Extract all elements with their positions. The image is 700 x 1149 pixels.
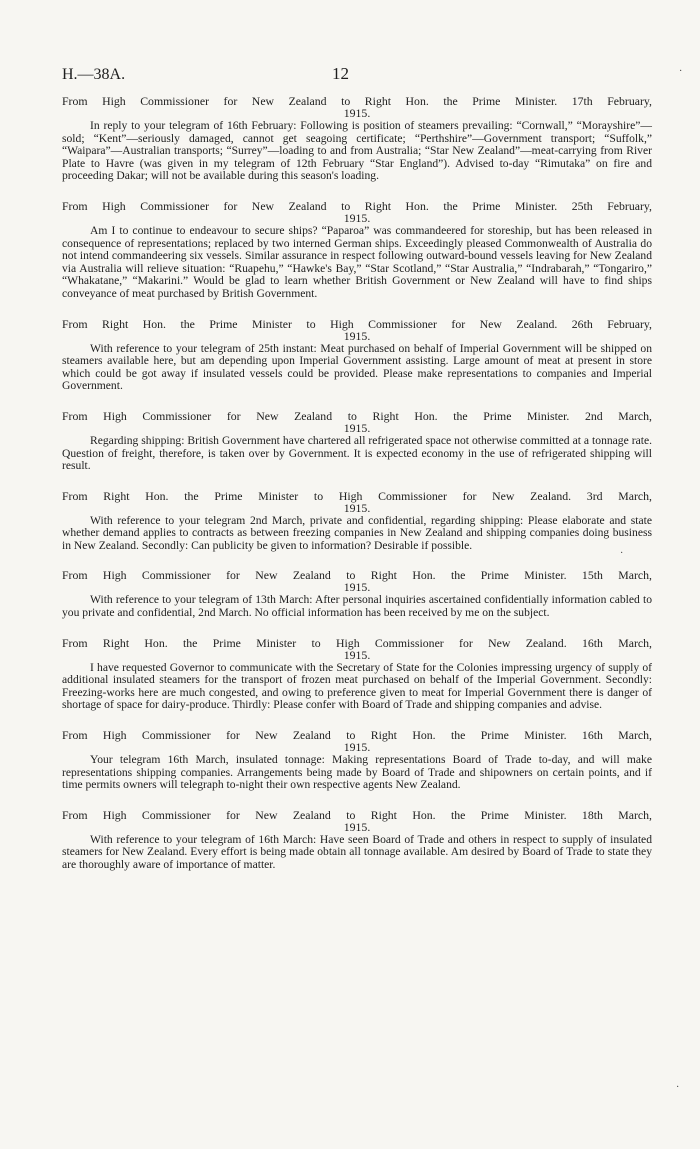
- telegram-entry: [62, 318, 652, 393]
- telegram-entry: [62, 95, 652, 183]
- telegram-entry: [62, 809, 652, 872]
- telegram-heading: From High Commissioner for New Zealand to Right Hon. the Prime Minister. 2nd March,: [62, 408, 652, 423]
- telegram-body: Regarding shipping: British Government have chartered all refrigerated space not otherwise committed at a tonnage rate. Question of freight, therefore, is taken over by Government. It is expected economy in the use of refrigerated shipping will result.: [62, 433, 652, 473]
- telegram-heading: From High Commissioner for New Zealand to Right Hon. the Prime Minister. 18th March,: [62, 807, 652, 822]
- telegram-year: 1915.: [343, 647, 371, 662]
- telegram-year: 1915.: [343, 819, 371, 834]
- telegram-year: 1915.: [343, 328, 371, 343]
- telegram-heading: From High Commissioner for New Zealand to Right Hon. the Prime Minister. 17th February,: [62, 94, 652, 108]
- page-header: [62, 66, 652, 90]
- telegram-year: 1915.: [343, 106, 371, 120]
- telegram-heading: From Right Hon. the Prime Minister to High Commissioner for New Zealand. 16th March,: [62, 635, 652, 650]
- telegram-body: With reference to your telegram of 16th March: Have seen Board of Trade and others in respect to supply of insulated steamers for New Zealand. Every effort is being made obtain all tonnage available. Am desired by Board of Trade to state they are thoroughly aware of importance of matter.: [62, 832, 652, 871]
- telegram-year: 1915.: [343, 580, 371, 595]
- telegram-entry: [62, 729, 652, 792]
- telegram-entry: [62, 410, 652, 473]
- telegram-list: [62, 95, 652, 889]
- page-number: 12: [332, 64, 349, 83]
- scan-speck: ·: [679, 66, 683, 77]
- telegram-year: 1915.: [343, 210, 371, 225]
- scan-speck: ·: [620, 548, 624, 559]
- telegram-body: With reference to your telegram 2nd March, private and confidential, regarding shipping: Please elaborate and state whether demand applies to contracts as between freezing companies in New Zealand and shipping companies doing business in New Zealand. Secondly: Can publicity be given to information? Desirable if possible.: [62, 513, 652, 552]
- telegram-body: In reply to your telegram of 16th February: Following is position of steamers prevailing: “Cornwall,” “Morayshire”—sold; “Kent”—seriously damaged, cannot get seagoing certificate; “Perthshire”—Government transport; “Suffolk,” “Waipara”—Australian transports; “Surrey”—loading to and from Australia; “Star New Zealand”—meat-carrying from River Plate to Havre (was given in my telegram of 12th February “Star England”). Advised to-day “Rimutaka” on fire and proceeding Dakar; will not be available during this season's loading.: [62, 119, 652, 183]
- telegram-entry: [62, 200, 652, 301]
- telegram-body: Your telegram 16th March, insulated tonnage: Making representations Board of Trade to-day, and will make representations shipping companies. Arrangements being made by Board of Trade and shipowners on certain points, and if time permits owners will telegraph to-night their own respective agents New Zealand.: [62, 753, 652, 792]
- telegram-heading: From Right Hon. the Prime Minister to High Commissioner for New Zealand. 26th February,: [62, 316, 652, 331]
- telegram-heading: From High Commissioner for New Zealand to Right Hon. the Prime Minister. 25th February,: [62, 198, 652, 213]
- telegram-year: 1915.: [343, 500, 371, 515]
- telegram-heading: From High Commissioner for New Zealand to Right Hon. the Prime Minister. 16th March,: [62, 728, 652, 743]
- telegram-body: With reference to your telegram of 25th instant: Meat purchased on behalf of Imperial Government will be shipped on steamers available here, but am depending upon Imperial Government assisting. Large amount of meat at present in store which could be got away if insulated vessels could be provided. Please make representations to companies and Imperial Government.: [62, 341, 652, 393]
- telegram-year: 1915.: [343, 740, 371, 755]
- telegram-entry: [62, 490, 652, 553]
- telegram-body: Am I to continue to endeavour to secure ships? “Paparoa” was commandeered for storeship, but has been released in consequence of representations; replaced by two interned German ships. Exceedingly pleased Commonwealth of Australia do not intend commandeering six vessels. Similar assurance in respect following outward-bound vessels leaving for New Zealand via Australia will relieve situation: “Ruapehu,” “Hawke's Bay,” “Star Scotland,” “Star Australia,” “Indrabarah,” “Tongariro,” “Whakatane,” “Makarini.” Would be glad to learn whether British Government or New Zealand will have to find ships conveyance of meat purchased by British Government.: [62, 223, 652, 300]
- telegram-body: With reference to your telegram of 13th March: After personal inquiries ascertained confidentially information cabled to you private and confidential, 2nd March. No official information has been received by me on the subject.: [62, 593, 652, 620]
- telegram-year: 1915.: [343, 420, 371, 435]
- document-reference: H.—38A.: [62, 66, 126, 83]
- telegram-body: I have requested Governor to communicate with the Secretary of State for the Colonies impressing urgency of supply of additional insulated steamers for the transport of frozen meat purchased on behalf of the Imperial Government. Secondly: Freezing-works here are much congested, and owing to preference given to meat for Imperial Government there is danger of shortage of space for dairy-produce. Thirdly: Please confer with Board of Trade and shipping companies and advise.: [62, 660, 652, 712]
- telegram-heading: From Right Hon. the Prime Minister to High Commissioner for New Zealand. 3rd March,: [62, 488, 652, 503]
- telegram-entry: [62, 637, 652, 712]
- telegram-heading: From High Commissioner for New Zealand to Right Hon. the Prime Minister. 15th March,: [62, 568, 652, 583]
- scan-speck: ·: [676, 1082, 680, 1093]
- telegram-entry: [62, 569, 652, 619]
